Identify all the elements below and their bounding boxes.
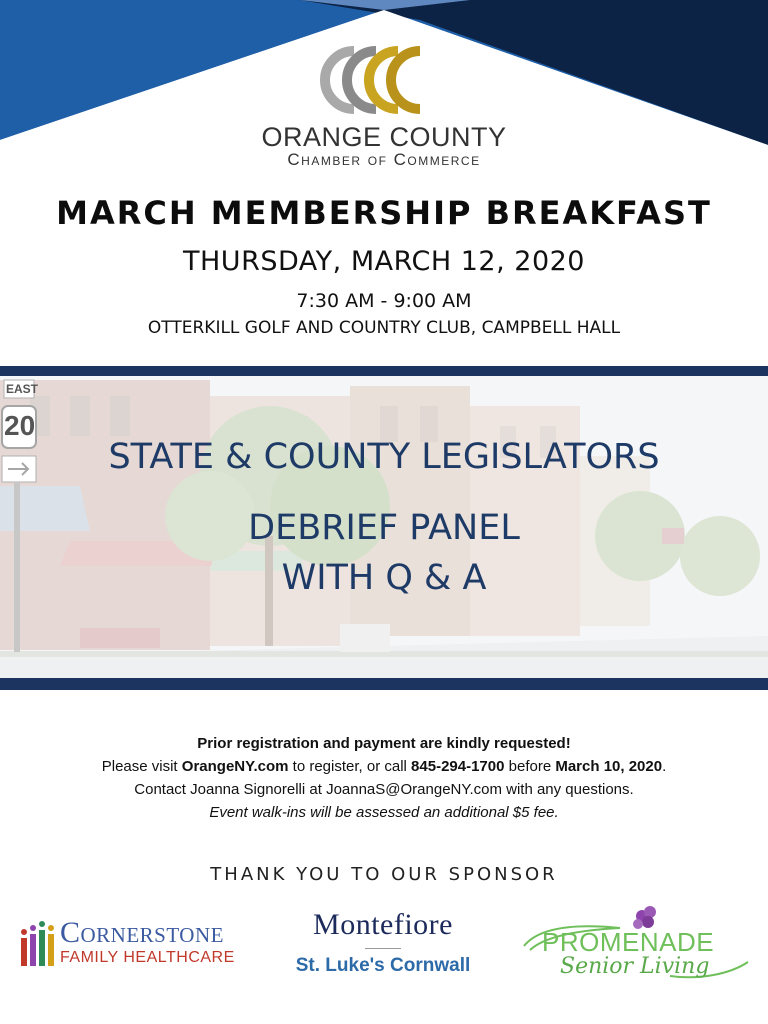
chamber-rings-icon (314, 45, 454, 115)
event-date: THURSDAY, MARCH 12, 2020 (183, 246, 585, 277)
panel-heading-line1: STATE & COUNTY LEGISLATORS (108, 437, 660, 477)
panel-heading-line3: WITH Q & A (281, 558, 487, 598)
event-time: 7:30 AM - 9:00 AM (296, 290, 472, 312)
website-link[interactable]: OrangeNY.com (181, 758, 289, 775)
route-sign-number: 20 (4, 410, 36, 441)
promenade-logo (520, 906, 752, 990)
cornerstone-bars-icon (20, 920, 56, 972)
registration-deadline: March 10, 2020 (555, 758, 663, 775)
promenade-name: PROMENADE (542, 927, 715, 957)
event-title: MARCH MEMBERSHIP BREAKFAST (56, 194, 712, 232)
contact-line: Contact Joanna Signorelli at JoannaS@OrangeNY.com with any questions. (134, 781, 634, 798)
registration-instructions: Please visit OrangeNY.com to register, or call 845-294-1700 before March 10, 2020. (101, 758, 667, 775)
walk-in-fee-note: Event walk-ins will be assessed an additional $5 fee. (209, 804, 559, 821)
panel-heading-line2: DEBRIEF PANEL (248, 508, 520, 548)
org-subtitle: Chamber of Commerce (287, 150, 481, 169)
phone-number: 845-294-1700 (411, 758, 505, 775)
montefiore-name: Montefiore (313, 908, 453, 941)
chamber-logo (0, 45, 768, 169)
event-venue: OTTERKILL GOLF AND COUNTRY CLUB, CAMPBELL HALL (147, 318, 621, 338)
org-name: ORANGE COUNTY (261, 122, 507, 152)
cornerstone-subtitle: FAMILY HEALTHCARE (60, 949, 235, 966)
registration-request: Prior registration and payment are kindly requested! (197, 735, 571, 752)
route-sign-top: EAST (6, 382, 39, 396)
montefiore-logo (278, 908, 488, 988)
registration-info (0, 732, 768, 824)
promenade-subtitle: Senior Living (560, 954, 710, 979)
montefiore-subtitle: St. Luke's Cornwall (295, 955, 471, 976)
cornerstone-logo (20, 916, 255, 974)
montefiore-divider (365, 948, 401, 949)
sponsor-heading: THANK YOU TO OUR SPONSOR (210, 864, 558, 885)
cornerstone-name: Cornerstone (60, 916, 224, 949)
